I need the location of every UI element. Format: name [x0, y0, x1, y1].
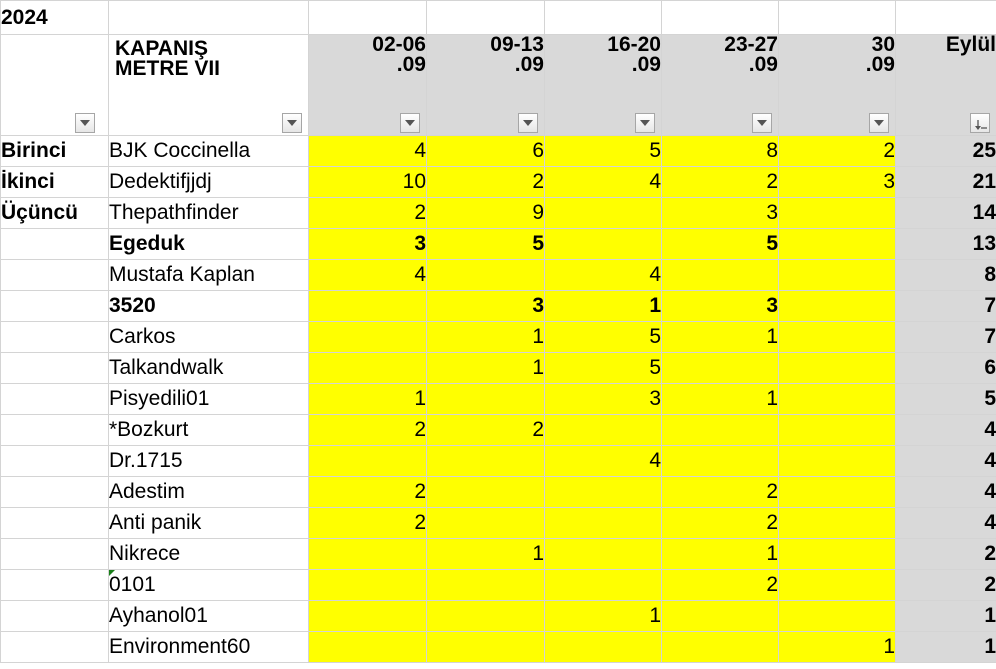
week-score-cell[interactable]: 3 — [545, 384, 662, 415]
rank-cell[interactable]: İkinci — [1, 167, 109, 198]
chevron-down-icon — [80, 120, 90, 126]
week-score-cell[interactable] — [309, 353, 427, 384]
month-total-cell[interactable]: 2 — [896, 570, 996, 601]
header-week-cell[interactable] — [779, 35, 896, 136]
week-score-cell[interactable]: 8 — [662, 136, 779, 167]
week-score-cell[interactable] — [545, 198, 662, 229]
table-row — [1, 415, 996, 446]
week-score-cell[interactable] — [662, 260, 779, 291]
player-name-cell[interactable]: Thepathfinder — [109, 198, 309, 229]
month-total-cell[interactable]: 4 — [896, 477, 996, 508]
week-score-cell[interactable]: 2 — [309, 198, 427, 229]
week-score-cell[interactable] — [545, 539, 662, 570]
player-name-cell[interactable]: Dedektifjjdj — [109, 167, 309, 198]
week-score-cell[interactable]: 3 — [662, 198, 779, 229]
week-score-cell[interactable] — [662, 353, 779, 384]
empty-cell[interactable] — [662, 1, 779, 35]
week-score-cell[interactable] — [427, 260, 545, 291]
week-score-cell[interactable] — [309, 570, 427, 601]
month-total-cell[interactable]: 4 — [896, 415, 996, 446]
empty-cell[interactable] — [427, 1, 545, 35]
week-score-cell[interactable] — [662, 632, 779, 663]
week-score-cell[interactable] — [779, 446, 896, 477]
week-score-cell[interactable]: 4 — [309, 136, 427, 167]
week-range: 16-20 — [607, 34, 661, 56]
week-score-cell[interactable] — [545, 477, 662, 508]
week-score-cell[interactable]: 2 — [309, 415, 427, 446]
chevron-down-icon — [287, 120, 297, 126]
filter-dropdown-button[interactable] — [518, 113, 538, 133]
player-name-cell[interactable]: BJK Coccinella — [109, 136, 309, 167]
filter-dropdown-button[interactable] — [635, 113, 655, 133]
week-month: .09 — [396, 53, 426, 76]
table-row — [1, 601, 996, 632]
header-week-cell[interactable] — [662, 35, 779, 136]
week-range: 30 — [871, 34, 895, 56]
table-row — [1, 477, 996, 508]
header-week-cell[interactable] — [309, 35, 427, 136]
week-score-cell[interactable] — [662, 601, 779, 632]
table-row — [1, 508, 996, 539]
table-row — [1, 322, 996, 353]
player-name-cell[interactable]: Carkos — [109, 322, 309, 353]
week-score-cell[interactable] — [779, 508, 896, 539]
week-score-cell[interactable]: 1 — [545, 291, 662, 322]
month-total-cell[interactable]: 5 — [896, 384, 996, 415]
rank-cell[interactable] — [1, 539, 109, 570]
player-name-cell[interactable]: Dr.1715 — [109, 446, 309, 477]
year-cell[interactable]: 2024 — [1, 1, 109, 35]
rank-cell[interactable] — [1, 446, 109, 477]
chevron-down-icon — [523, 120, 533, 126]
header-week-cell[interactable] — [427, 35, 545, 136]
week-range: 09-13 — [490, 34, 544, 56]
table-row — [1, 167, 996, 198]
week-score-cell[interactable] — [427, 508, 545, 539]
week-score-cell[interactable]: 1 — [662, 322, 779, 353]
week-score-cell[interactable]: 2 — [427, 415, 545, 446]
filter-dropdown-button[interactable] — [752, 113, 772, 133]
chevron-down-icon — [640, 120, 650, 126]
chevron-down-icon — [757, 120, 767, 126]
week-score-cell[interactable]: 5 — [545, 322, 662, 353]
rank-cell[interactable] — [1, 570, 109, 601]
rank-cell[interactable] — [1, 260, 109, 291]
week-score-cell[interactable]: 2 — [427, 167, 545, 198]
week-score-cell[interactable] — [545, 508, 662, 539]
week-score-cell[interactable]: 1 — [545, 601, 662, 632]
week-month: .09 — [631, 53, 661, 76]
player-name-cell[interactable]: Mustafa Kaplan — [109, 260, 309, 291]
week-score-cell[interactable]: 6 — [427, 136, 545, 167]
week-score-cell[interactable] — [779, 353, 896, 384]
week-score-cell[interactable] — [545, 632, 662, 663]
rank-cell[interactable] — [1, 477, 109, 508]
player-name-cell[interactable]: Egeduk — [109, 229, 309, 260]
table-row — [1, 570, 996, 601]
week-score-cell[interactable]: 5 — [545, 136, 662, 167]
week-score-cell[interactable]: 2 — [309, 508, 427, 539]
week-score-cell[interactable]: 5 — [662, 229, 779, 260]
rank-cell[interactable] — [1, 229, 109, 260]
filter-dropdown-button[interactable] — [869, 113, 889, 133]
week-score-cell[interactable] — [779, 415, 896, 446]
header-title-line2: METRE VII — [115, 57, 221, 80]
week-score-cell[interactable] — [779, 291, 896, 322]
empty-cell[interactable] — [896, 1, 996, 35]
week-score-cell[interactable] — [427, 446, 545, 477]
week-score-cell[interactable] — [779, 539, 896, 570]
week-score-cell[interactable] — [309, 446, 427, 477]
player-name-cell[interactable]: Pisyedili01 — [109, 384, 309, 415]
week-score-cell[interactable]: 2 — [662, 167, 779, 198]
header-total-cell[interactable] — [896, 35, 996, 136]
week-score-cell[interactable]: 1 — [427, 353, 545, 384]
month-total-cell[interactable]: 1 — [896, 601, 996, 632]
week-score-cell[interactable] — [779, 260, 896, 291]
week-score-cell[interactable] — [545, 570, 662, 601]
header-week-cell[interactable] — [545, 35, 662, 136]
rank-cell[interactable] — [1, 322, 109, 353]
chevron-down-icon — [405, 120, 415, 126]
player-name-cell[interactable]: 3520 — [109, 291, 309, 322]
month-total-cell[interactable]: 1 — [896, 632, 996, 663]
total-label: Eylül — [945, 34, 996, 56]
week-score-cell[interactable]: 4 — [545, 260, 662, 291]
week-score-cell[interactable]: 3 — [309, 229, 427, 260]
week-score-cell[interactable] — [427, 477, 545, 508]
week-score-cell[interactable]: 4 — [309, 260, 427, 291]
player-name-cell[interactable]: Environment60 — [109, 632, 309, 663]
player-name-cell[interactable]: Talkandwalk — [109, 353, 309, 384]
week-score-cell[interactable] — [545, 229, 662, 260]
rank-cell[interactable] — [1, 291, 109, 322]
week-score-cell[interactable] — [779, 229, 896, 260]
week-score-cell[interactable]: 2 — [662, 508, 779, 539]
week-score-cell[interactable] — [779, 601, 896, 632]
table-row — [1, 632, 996, 663]
week-score-cell[interactable] — [309, 539, 427, 570]
week-score-cell[interactable]: 2 — [662, 570, 779, 601]
week-score-cell[interactable] — [309, 322, 427, 353]
week-score-cell[interactable] — [779, 384, 896, 415]
week-score-cell[interactable] — [779, 570, 896, 601]
table-row — [1, 229, 996, 260]
month-total-cell[interactable]: 14 — [896, 198, 996, 229]
week-range: 02-06 — [372, 34, 426, 56]
week-score-cell[interactable] — [309, 632, 427, 663]
month-total-cell[interactable]: 4 — [896, 508, 996, 539]
week-score-cell[interactable]: 2 — [662, 477, 779, 508]
week-month: .09 — [748, 53, 778, 76]
rank-cell[interactable] — [1, 384, 109, 415]
week-month: .09 — [514, 53, 544, 76]
week-score-cell[interactable]: 1 — [662, 539, 779, 570]
week-score-cell[interactable]: 9 — [427, 198, 545, 229]
week-score-cell[interactable]: 3 — [779, 167, 896, 198]
month-total-cell[interactable]: 7 — [896, 291, 996, 322]
week-range: 23-27 — [724, 34, 778, 56]
rank-cell[interactable] — [1, 415, 109, 446]
header-title-cell[interactable] — [109, 35, 309, 136]
month-total-cell[interactable]: 25 — [896, 136, 996, 167]
week-score-cell[interactable] — [662, 415, 779, 446]
week-score-cell[interactable]: 5 — [427, 229, 545, 260]
sort-descending-icon — [975, 120, 987, 130]
week-score-cell[interactable]: 2 — [779, 136, 896, 167]
rank-cell[interactable]: Üçüncü — [1, 198, 109, 229]
week-month: .09 — [865, 53, 895, 76]
week-score-cell[interactable] — [662, 446, 779, 477]
week-score-cell[interactable] — [427, 632, 545, 663]
week-score-cell[interactable] — [427, 384, 545, 415]
header-row — [1, 35, 996, 136]
table-row — [1, 539, 996, 570]
week-score-cell[interactable]: 1 — [662, 384, 779, 415]
empty-cell[interactable] — [545, 1, 662, 35]
week-score-cell[interactable] — [779, 477, 896, 508]
filter-dropdown-button[interactable] — [75, 113, 95, 133]
table-row — [1, 291, 996, 322]
player-name-cell[interactable]: Adestim — [109, 477, 309, 508]
week-score-cell[interactable]: 10 — [309, 167, 427, 198]
table-row — [1, 384, 996, 415]
week-score-cell[interactable] — [779, 198, 896, 229]
empty-cell[interactable] — [309, 1, 427, 35]
player-name-cell[interactable]: *Bozkurt — [109, 415, 309, 446]
chevron-down-icon — [874, 120, 884, 126]
week-score-cell[interactable]: 2 — [309, 477, 427, 508]
month-total-cell[interactable]: 13 — [896, 229, 996, 260]
month-total-cell[interactable]: 4 — [896, 446, 996, 477]
table-row — [1, 260, 996, 291]
week-score-cell[interactable]: 1 — [427, 322, 545, 353]
header-title-line1: KAPANIŞ — [115, 37, 208, 60]
rank-cell[interactable] — [1, 632, 109, 663]
rank-cell[interactable] — [1, 601, 109, 632]
week-score-cell[interactable] — [545, 415, 662, 446]
month-total-cell[interactable]: 6 — [896, 353, 996, 384]
player-name-cell[interactable]: 0101 — [109, 570, 309, 601]
player-name-cell[interactable]: Ayhanol01 — [109, 601, 309, 632]
week-score-cell[interactable]: 4 — [545, 446, 662, 477]
player-name-cell[interactable]: Anti panik — [109, 508, 309, 539]
week-score-cell[interactable] — [427, 601, 545, 632]
empty-cell[interactable] — [109, 1, 309, 35]
table-row — [1, 353, 996, 384]
month-total-cell[interactable]: 8 — [896, 260, 996, 291]
week-score-cell[interactable]: 1 — [779, 632, 896, 663]
month-total-cell[interactable]: 21 — [896, 167, 996, 198]
table-row — [1, 198, 996, 229]
sort-filter-button[interactable] — [970, 113, 990, 133]
month-total-cell[interactable]: 2 — [896, 539, 996, 570]
rank-cell[interactable] — [1, 353, 109, 384]
rank-cell[interactable]: Birinci — [1, 136, 109, 167]
week-score-cell[interactable]: 1 — [309, 384, 427, 415]
week-score-cell[interactable] — [779, 322, 896, 353]
header-rank-cell[interactable] — [1, 35, 109, 136]
week-score-cell[interactable] — [427, 570, 545, 601]
empty-cell[interactable] — [779, 1, 896, 35]
week-score-cell[interactable]: 4 — [545, 167, 662, 198]
year-row — [1, 1, 996, 35]
filter-dropdown-button[interactable] — [282, 113, 302, 133]
table-row — [1, 446, 996, 477]
filter-dropdown-button[interactable] — [400, 113, 420, 133]
rank-cell[interactable] — [1, 508, 109, 539]
week-score-cell[interactable]: 1 — [427, 539, 545, 570]
week-score-cell[interactable] — [309, 291, 427, 322]
week-score-cell[interactable]: 5 — [545, 353, 662, 384]
week-score-cell[interactable]: 3 — [427, 291, 545, 322]
player-name-cell[interactable]: Nikrece — [109, 539, 309, 570]
table-row — [1, 136, 996, 167]
month-total-cell[interactable]: 7 — [896, 322, 996, 353]
week-score-cell[interactable]: 3 — [662, 291, 779, 322]
week-score-cell[interactable] — [309, 601, 427, 632]
